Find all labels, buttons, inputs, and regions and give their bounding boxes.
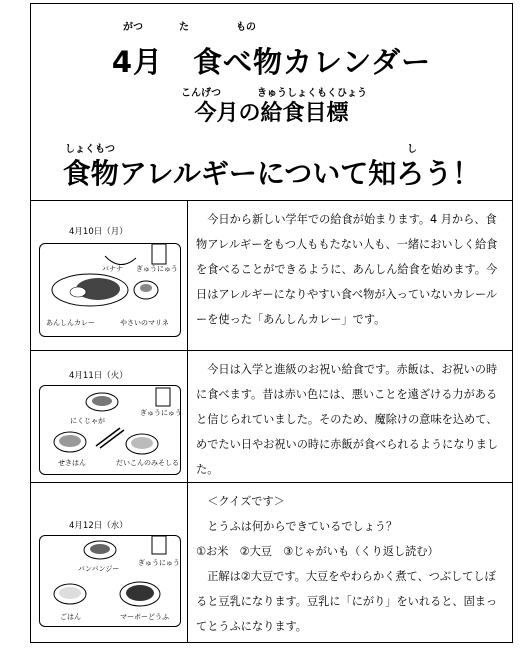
food-label: あんしんカレー bbox=[46, 319, 95, 327]
tray-illustration bbox=[39, 385, 181, 475]
food-label: ぎゅうにゅう bbox=[140, 409, 182, 417]
entry-date: 4月12日（水） bbox=[69, 521, 128, 531]
calendar-entry-0411 bbox=[31, 351, 512, 483]
tray-illustration bbox=[39, 535, 181, 627]
food-label: やさいのマリネ bbox=[120, 319, 169, 327]
entry-paragraph: 今日は入学と進級のお祝い給食です。赤飯は、お祝いの時に食べます。昔は赤い色には、悪いことを遠ざける力があると信じられていました。そのため、魔除けの意味を込めて、めでたい日やお祝いの時に赤飯が食べられるようになりました。 bbox=[196, 363, 499, 476]
entry-paragraph: 正解は②大豆です。大豆をやわらかく煮て、つぶしてしぼると豆乳になります。豆乳に「にがり」をいれると、固まってとうふになります。 bbox=[196, 570, 498, 633]
title-ruby-1: がつ bbox=[123, 22, 143, 33]
monthly-goal-label: 今月の給食目標 bbox=[194, 101, 349, 126]
header bbox=[31, 4, 512, 201]
menu-illustration bbox=[31, 201, 188, 350]
quiz-title: ＜クイズです＞ bbox=[207, 495, 285, 508]
entry-date: 4月11日（火） bbox=[69, 371, 128, 381]
page-title: 4月 食べ物カレンダー bbox=[111, 45, 432, 79]
calendar-entry-0412 bbox=[31, 483, 512, 642]
goal-label-ruby-1: こんげつ bbox=[181, 88, 221, 99]
food-label: マーボーどうふ bbox=[120, 613, 169, 621]
food-label: ぎゅうにゅう bbox=[138, 559, 180, 567]
quiz-choices: ①お米 ②大豆 ③じゃがいも（くり返し読む） bbox=[196, 545, 439, 558]
goal-label-ruby-2: きゅうしょくもくひょう bbox=[257, 88, 367, 99]
food-label: ぎゅうにゅう bbox=[136, 265, 178, 273]
calendar-entry-0410 bbox=[31, 201, 512, 351]
goal-text-ruby-2: し bbox=[407, 144, 417, 155]
title-ruby-2: た bbox=[179, 22, 189, 33]
food-label: せきはん bbox=[58, 459, 86, 467]
food-label: にくじゃが bbox=[70, 417, 105, 425]
monthly-goal-text: 食物アレルギーについて知ろう！ bbox=[62, 157, 481, 190]
food-label: ごはん bbox=[60, 613, 81, 621]
entry-date: 4月10日（月） bbox=[69, 227, 128, 237]
title-ruby-3: もの bbox=[236, 22, 256, 33]
food-label: バンバンジー bbox=[78, 565, 120, 573]
tray-illustration bbox=[39, 243, 181, 337]
quiz-question: とうふは何からできているでしょう？ bbox=[207, 520, 398, 533]
menu-calendar-sheet bbox=[30, 3, 513, 643]
goal-text-ruby-1: しょくもつ bbox=[65, 144, 115, 155]
food-label: バナナ bbox=[102, 265, 123, 273]
entry-text bbox=[196, 489, 506, 639]
menu-illustration bbox=[31, 351, 188, 482]
entry-paragraph: 今日から新しい学年での給食が始まります。4 月から、食物アレルギーをもつ人ももたない人も、一緒においしく給食を食べることができるように、あんしん給食を始めます。今日はアレルギーになりやすい食べ物が入っていないカレールーを使った「あんしんカレー」です。 bbox=[196, 213, 498, 326]
menu-illustration bbox=[31, 483, 188, 642]
entry-text bbox=[196, 357, 506, 482]
entry-text bbox=[196, 207, 506, 332]
food-label: だいこんのみそしる bbox=[116, 459, 179, 467]
